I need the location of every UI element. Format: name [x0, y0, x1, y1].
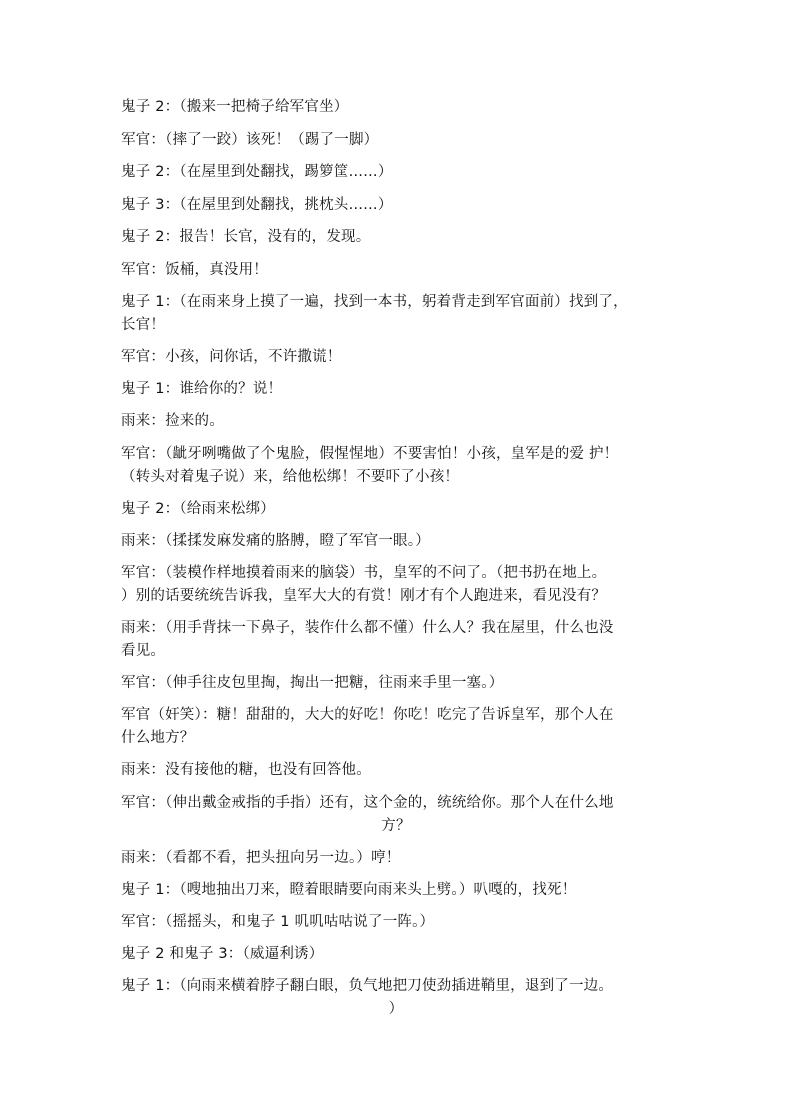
script-line-2: 军官：（摔了一跤）该死！（踢了一脚）	[121, 132, 379, 148]
script-line-1: 鬼子 2：（搬来一把椅子给军官坐）	[121, 99, 349, 115]
script-line-8: 军官：小孩，问你话，不许撒谎！	[121, 349, 342, 365]
script-line-4: 鬼子 3：（在屋里到处翻找，挑枕头……）	[121, 197, 393, 213]
script-line-15-cont: 看见。	[121, 643, 166, 659]
script-line-14-cont: ）别的话要统统告诉我，皇军大大的有赏！刚才有个人跑进来，看见没有？	[121, 588, 607, 604]
script-line-10: 雨来：捡来的。	[121, 413, 224, 429]
script-line-13: 雨来：（揉揉发麻发痛的胳膊，瞪了军官一眼。）	[121, 533, 430, 549]
script-line-19-cont: 方？	[381, 818, 411, 834]
script-line-17: 军官（奸笑）：糖！甜甜的，大大的好吃！你吃！吃完了告诉皇军，那个人在	[121, 707, 614, 723]
script-line-12: 鬼子 2：（给雨来松绑）	[121, 501, 275, 517]
script-line-11: 军官：（龇牙咧嘴做了个鬼脸，假惺惺地）不要害怕！小孩，皇军是的爱 护！	[121, 446, 619, 462]
script-line-16: 军官：（伸手往皮包里掏，掏出一把糖，往雨来手里一塞。）	[121, 675, 504, 691]
script-line-7: 鬼子 1：（在雨来身上摸了一遍，找到一本书，躬着背走到军官面前）找到了，	[121, 294, 628, 310]
script-line-18: 雨来：没有接他的糖，也没有回答他。	[121, 762, 371, 778]
script-line-15: 雨来：（用手背抹一下鼻子，装作什么都不懂）什么人？我在屋里，什么也没	[121, 620, 614, 636]
script-line-14: 军官：（装模作样地摸着雨来的脑袋）书，皇军的不问了。（把书扔在地上。	[121, 565, 607, 581]
script-line-22: 军官：（摇摇头，和鬼子 1 叽叽咕咕说了一阵。）	[121, 914, 435, 930]
script-line-17-cont: 什么地方？	[121, 730, 195, 746]
script-line-11-cont: （转头对着鬼子说）来，给他松绑！不要吓了小孩！	[121, 469, 460, 485]
script-line-3: 鬼子 2：（在屋里到处翻找，踢箩筐……）	[121, 164, 393, 180]
script-line-23: 鬼子 2 和鬼子 3：（威逼利诱）	[121, 946, 324, 962]
script-line-7-cont: 长官！	[121, 317, 166, 333]
script-line-6: 军官：饭桶，真没用！	[121, 262, 268, 278]
script-line-20: 雨来：（看都不看，把头扭向另一边。）哼！	[121, 850, 401, 866]
script-line-5: 鬼子 2：报告！长官，没有的，发现。	[121, 229, 371, 245]
script-line-9: 鬼子 1：谁给你的？说！	[121, 381, 283, 397]
script-line-24: 鬼子 1：（向雨来横着脖子翻白眼，负气地把刀使劲插进鞘里，退到了一边。	[121, 978, 614, 994]
script-line-21: 鬼子 1：（嗖地抽出刀来，瞪着眼睛要向雨来头上劈。）叭嘎的，找死！	[121, 882, 577, 898]
script-line-19: 军官：（伸出戴金戒指的手指）还有，这个金的，统统给你。那个人在什么地	[121, 795, 614, 811]
script-line-24-cont: ）	[388, 1001, 404, 1017]
